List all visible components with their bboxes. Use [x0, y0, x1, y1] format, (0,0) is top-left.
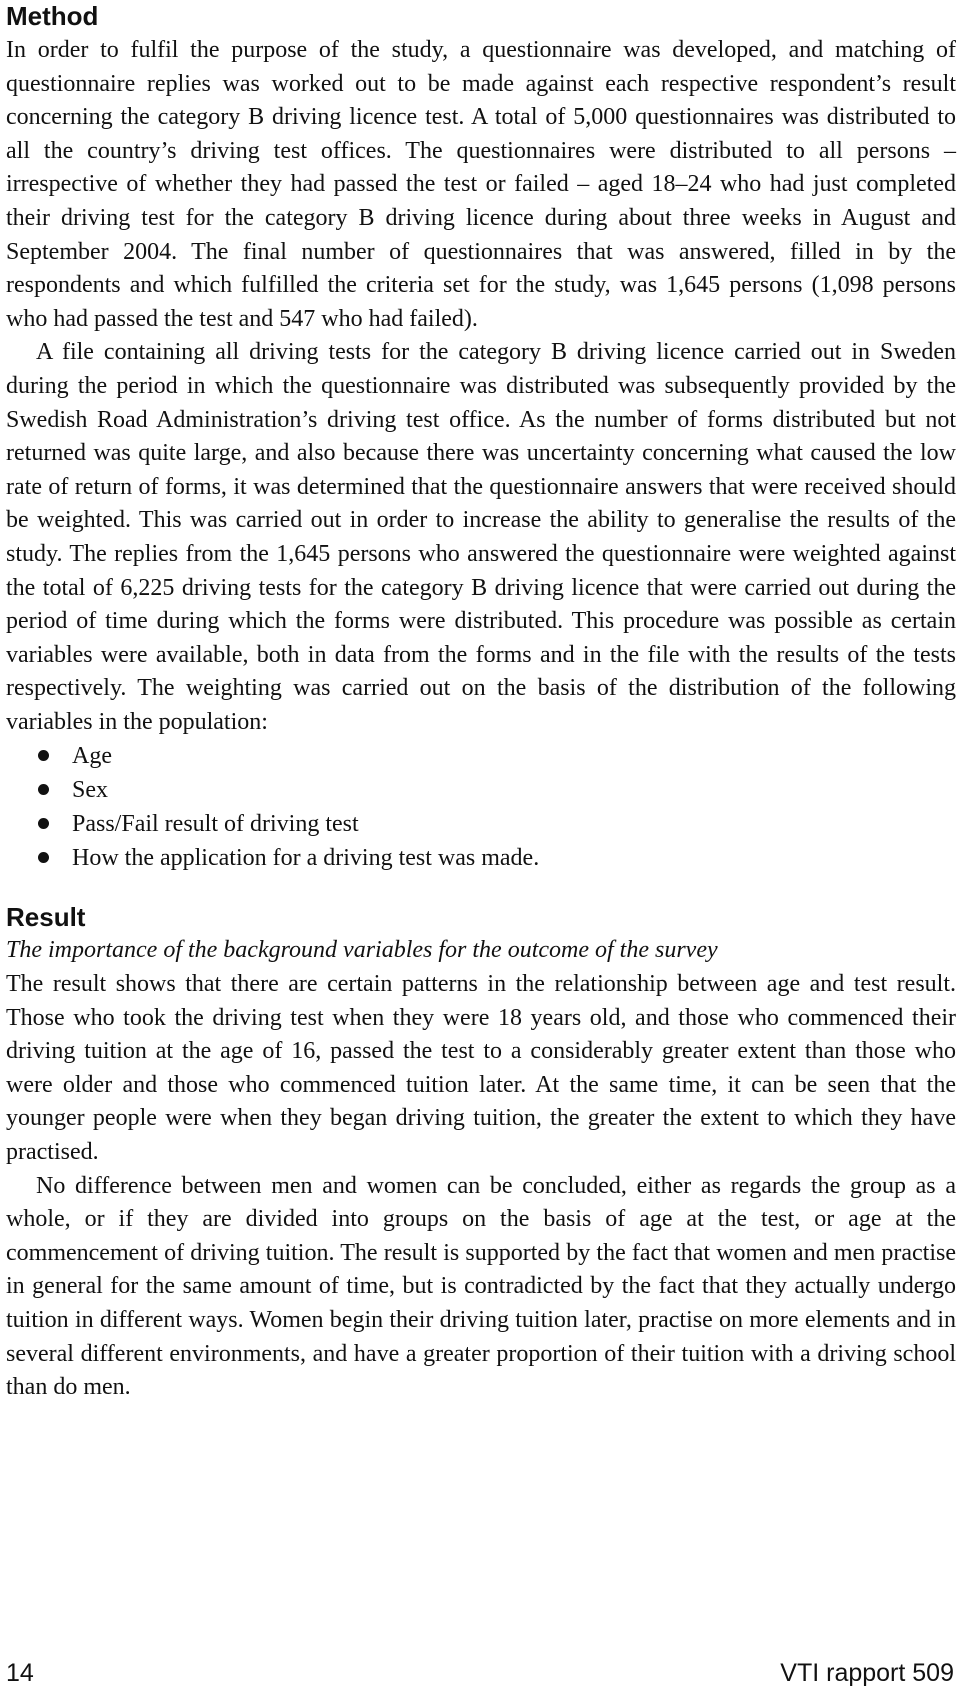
method-paragraph-1: In order to fulfil the purpose of the study, a questionnaire was developed, and matching of questionnaire replies was worked out to be made against each respective respondent’s result concerning the category B driving licence test. A total of 5,000 questionnaires was distributed to all the country’s driving test offices. The questionnaires were distributed to all persons – irrespective of whether they had passed the test or failed – aged 18–24 who had just completed their driving test for the category B driving licence during about three weeks in August and September 2004. The final number of questionnaires that was answered, filled in by the respondents and which fulfilled the criteria set for the study, was 1,645 persons (1,098 persons who had passed the test and 547 who had failed). [6, 37, 956, 332]
weighting-variables-list [6, 739, 956, 875]
method-paragraph-2: A file containing all driving tests for the category B driving licence carried out in Sweden during the period in which the questionnaire was distributed was subsequently provided by the Swedish Road Administration’s driving test office. As the number of forms distributed but not returned was quite large, and also because there was uncertainty concerning what caused the low rate of return of forms, it was determined that the questionnaire answers that were received should be weighted. This was carried out in order to increase the ability to generalise the results of the study. The replies from the 1,645 persons who answered the questionnaire were weighted against the total of 6,225 driving tests for the category B driving licence that were carried out during the period of time during which the forms were distributed. This procedure was possible as certain variables were available, both in data from the forms and in the file with the results of the tests respectively. The weighting was carried out on the basis of the distribution of the following variables in the population: [6, 339, 956, 735]
list-item-text: Age [72, 743, 112, 770]
list-item [6, 807, 956, 841]
result-paragraph-2: No difference between men and women can be concluded, either as regards the group as a whole, or if they are divided into groups on the basis of age at the test, or age at the commencement of driving tuition. The result is supported by the fact that women and men practise in general for the same amount of time, but is contradicted by the fact that they actually undergo tuition in different ways. Women begin their driving tuition later, practise on more elements and in several different environments, and have a greater proportion of their tuition with a driving school than do men. [6, 1172, 956, 1401]
result-subheading: The importance of the background variables for the outcome of the survey [6, 937, 718, 964]
bullet-icon [38, 750, 49, 761]
list-item [6, 841, 956, 875]
bullet-icon [38, 818, 49, 829]
bullet-icon [38, 852, 49, 863]
bullet-icon [38, 784, 49, 795]
list-item [6, 773, 956, 807]
document-page [6, 0, 956, 1405]
page-number: 14 [6, 1659, 34, 1687]
method-heading: Method [6, 1, 99, 31]
list-item [6, 739, 956, 773]
result-heading: Result [6, 902, 86, 933]
page-footer [6, 1658, 954, 1688]
list-item-text: Sex [72, 777, 108, 804]
list-item-text: How the application for a driving test was made. [72, 845, 540, 872]
report-name: VTI rapport 509 [780, 1659, 954, 1687]
result-paragraph-1: The result shows that there are certain patterns in the relationship between age and test result. Those who took the driving test when they were 18 years old, and those who commenced their driving tuition at the age of 16, passed the test to a considerably greater extent than those who were older and those who commenced tuition later. At the same time, it can be seen that the younger people were when they began driving tuition, the greater the extent to which they have practised. [6, 971, 956, 1166]
list-item-text: Pass/Fail result of driving test [72, 811, 359, 838]
